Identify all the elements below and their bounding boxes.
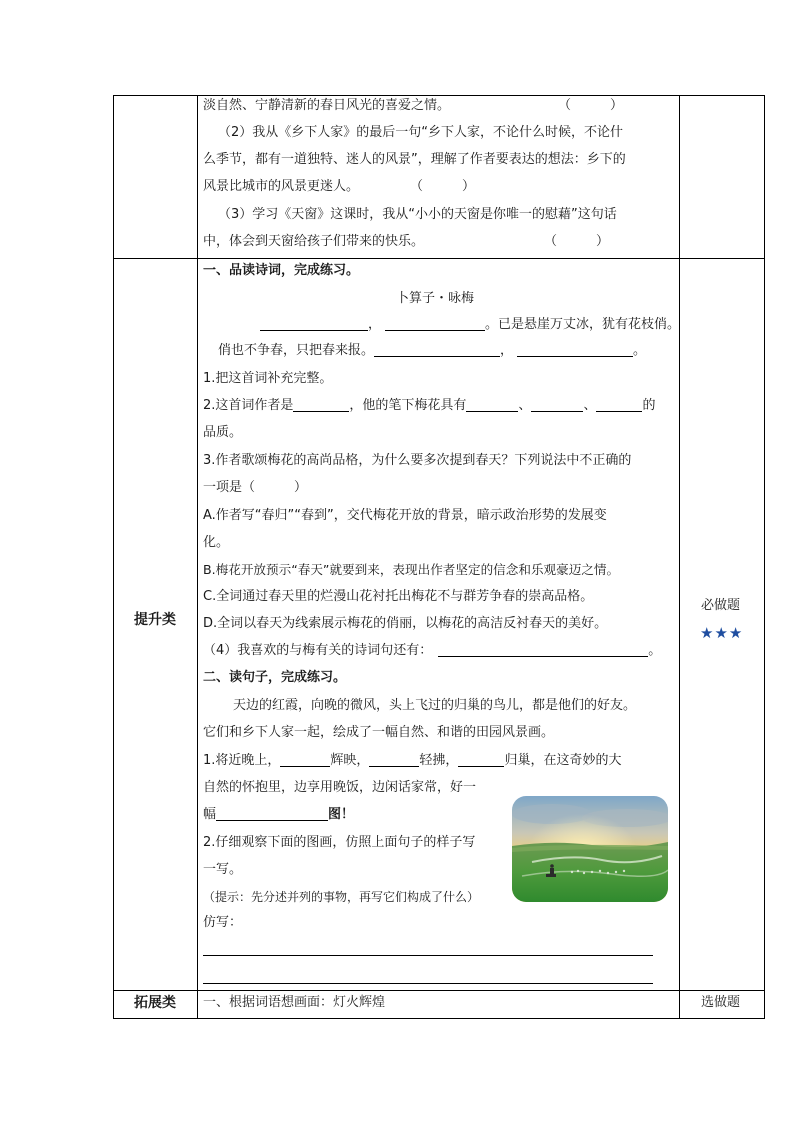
table-top-border <box>113 95 765 96</box>
author-blank[interactable] <box>293 397 349 412</box>
category-label-improve: 提升类 <box>134 612 176 628</box>
judgement-2-line-1: （2）我从《乡下人家》的最后一句“乡下人家，不论什么时候，不论什 <box>218 125 624 140</box>
table-bottom-border <box>113 1018 765 1019</box>
row-divider-2 <box>113 990 765 991</box>
extension-task: 一、根据词语想画面：灯火辉煌 <box>203 995 386 1010</box>
question-2-line-2: 品质。 <box>203 425 243 440</box>
column-divider-2 <box>679 95 680 1019</box>
difficulty-stars: ★★★ <box>700 624 744 642</box>
reading-passage-line-2: 它们和乡下人家一起，绘成了一幅自然、和谐的田园风景画。 <box>203 725 555 740</box>
quality-blank-1[interactable] <box>466 397 518 412</box>
quality-blank-2[interactable] <box>531 397 583 412</box>
judgement-3-line-1: （3）学习《天窗》这课时，我从“小小的天窗是你唯一的慰藉”这句话 <box>218 207 617 222</box>
category-label-extension: 拓展类 <box>134 995 176 1011</box>
judgement-2-line-2: 么季节，都有一道独特、迷人的风景”，理解了作者要表达的想法：乡下的 <box>203 152 626 167</box>
question-2-line-1: 2.这首词作者是 ，他的笔下梅花具有 、 、 的 <box>203 398 656 413</box>
question-3-line-1: 3.作者歌颂梅花的高尚品格，为什么要多次提到春天？下列说法中不正确的 <box>203 453 632 468</box>
answer-paren-2[interactable]: （ ） <box>410 179 476 194</box>
imitation-label: 仿写： <box>203 915 243 930</box>
writing-line-1[interactable] <box>203 955 653 956</box>
scene-blank-1[interactable] <box>280 752 330 767</box>
option-a-line-1: A.作者写“春归”“春到”，交代梅花开放的背景，暗示政治形势的发展变 <box>203 508 607 523</box>
poem-line-2: 俏也不争春，只把春来报。 ， 。 <box>218 343 647 358</box>
sentence-task-2-line-2: 一写。 <box>203 862 243 877</box>
poem-line-1: ， 。已是悬崖万丈冰，犹有花枝俏。 <box>260 316 680 334</box>
table-right-border <box>764 95 765 1019</box>
poem-blank-2[interactable] <box>385 316 485 331</box>
poem-blank-1[interactable] <box>260 316 368 331</box>
heading-sentence-exercise: 二、读句子，完成练习。 <box>203 670 347 685</box>
question-1: 1.把这首词补充完整。 <box>203 371 333 386</box>
heading-poem-exercise: 一、品读诗词，完成练习。 <box>203 263 360 278</box>
row-divider-1 <box>113 258 765 259</box>
option-c: C.全词通过春天里的烂漫山花衬托出梅花不与群芳争春的崇高品格。 <box>203 589 594 604</box>
option-b: B.梅花开放预示“春天”就要到来，表现出作者坚定的信念和乐观豪迈之情。 <box>203 562 620 577</box>
scene-blank-3[interactable] <box>458 752 504 767</box>
option-d: D.全词以春天为线索展示梅花的俏丽，以梅花的高洁反衬春天的美好。 <box>203 616 608 631</box>
scene-blank-2[interactable] <box>369 752 419 767</box>
answer-paren-1[interactable]: （ ） <box>558 98 624 113</box>
judgement-3-line-2: 中，体会到天窗给孩子们带来的快乐。 <box>203 234 425 249</box>
column-divider-1 <box>197 95 198 1019</box>
writing-line-2[interactable] <box>203 983 653 984</box>
question-4: （4）我喜欢的与梅有关的诗词句还有： 。 <box>203 643 662 658</box>
table-left-border <box>113 95 114 1019</box>
difficulty-label-required: 必做题 <box>701 598 741 613</box>
grassland-sunset-image <box>512 796 668 902</box>
difficulty-label-optional: 选做题 <box>701 995 741 1010</box>
reading-passage-line-1: 天边的红霞，向晚的微风，头上飞过的归巢的鸟儿，都是他们的好友。 <box>233 698 637 713</box>
judgement-2-line-3: 风景比城市的风景更迷人。 <box>203 179 360 194</box>
sentence-task-1-line-2: 自然的怀抱里，边享用晚饭，边闲话家常，好一 <box>203 780 477 795</box>
question-3-line-2: 一项是（ ） <box>203 480 308 495</box>
answer-paren-3[interactable]: （ ） <box>544 234 610 249</box>
writing-hint: （提示：先分述并列的事物，再写它们构成了什么） <box>203 890 480 904</box>
sentence-task-2-line-1: 2.仔细观察下面的图画，仿照上面句子的样子写 <box>203 835 476 850</box>
poem-blank-3[interactable] <box>374 342 500 357</box>
poem-blank-4[interactable] <box>517 342 633 357</box>
sentence-task-1-line-3: 幅 图！ <box>203 807 355 822</box>
poem-title: 卜算子・咏梅 <box>396 291 475 306</box>
favorite-poem-blank[interactable] <box>438 642 648 657</box>
picture-name-blank[interactable] <box>216 806 328 821</box>
option-a-line-2: 化。 <box>203 535 230 550</box>
sentence-task-1-line-1: 1.将近晚上， 辉映， 轻拂， 归巢，在这奇妙的大 <box>203 753 622 768</box>
quality-blank-3[interactable] <box>596 397 642 412</box>
judgement-line-1: 淡自然、宁静清新的春日风光的喜爱之情。 <box>203 98 451 113</box>
